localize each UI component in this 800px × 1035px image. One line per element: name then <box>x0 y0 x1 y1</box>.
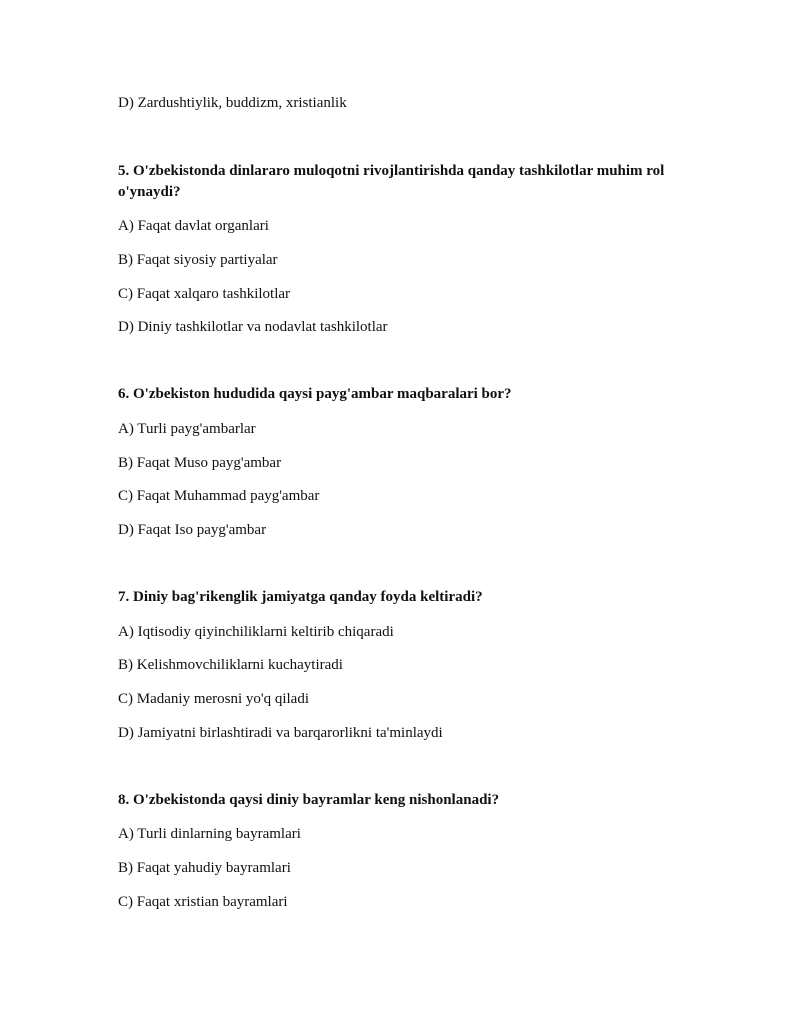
question-5-option-b: B) Faqat siyosiy partiyalar <box>118 252 278 268</box>
question-5-text: 5. O'zbekistonda dinlararo muloqotni rivojlantirishda qanday tashkilotlar muhim rol o'ynaydi? <box>118 163 665 200</box>
question-7-option-d: D) Jamiyatni birlashtiradi va barqarorlikni ta'minlaydi <box>118 725 443 741</box>
question-6-option-a: A) Turli payg'ambarlar <box>118 421 256 437</box>
question-5-option-a: A) Faqat davlat organlari <box>118 218 269 234</box>
question-6-text: 6. O'zbekiston hududida qaysi payg'ambar maqbaralari bor? <box>118 386 512 402</box>
question-7-option-a: A) Iqtisodiy qiyinchiliklarni keltirib chiqaradi <box>118 624 394 640</box>
question-7-option-b: B) Kelishmovchiliklarni kuchaytiradi <box>118 657 343 673</box>
question-8-option-c: C) Faqat xristian bayramlari <box>118 894 288 910</box>
question-5-option-c: C) Faqat xalqaro tashkilotlar <box>118 286 291 302</box>
question-8-option-b: B) Faqat yahudiy bayramlari <box>118 860 291 876</box>
question-6-option-c: C) Faqat Muhammad payg'ambar <box>118 488 320 504</box>
question-6-option-d: D) Faqat Iso payg'ambar <box>118 522 267 538</box>
option-line: D) Zardushtiylik, buddizm, xristianlik <box>118 95 347 111</box>
question-7-text: 7. Diniy bag'rikenglik jamiyatga qanday foyda keltiradi? <box>118 589 483 605</box>
question-7-option-c: C) Madaniy merosni yo'q qiladi <box>118 691 310 707</box>
question-5-option-d: D) Diniy tashkilotlar va nodavlat tashkilotlar <box>118 319 388 335</box>
question-8-option-a: A) Turli dinlarning bayramlari <box>118 826 301 842</box>
question-8-text: 8. O'zbekistonda qaysi diniy bayramlar keng nishonlanadi? <box>118 792 500 808</box>
question-6-option-b: B) Faqat Muso payg'ambar <box>118 455 282 471</box>
